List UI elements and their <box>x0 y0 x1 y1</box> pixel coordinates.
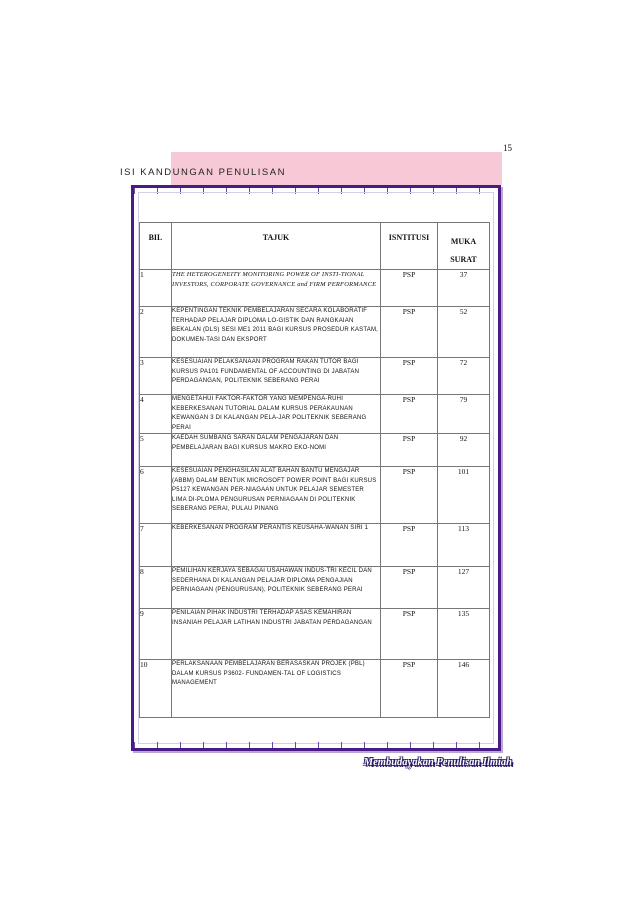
row-muka-surat: 146 <box>438 660 490 718</box>
table-row <box>140 524 490 567</box>
row-bil: 7 <box>140 524 172 567</box>
row-tajuk: KEPENTINGAN TEKNIK PEMBELAJARAN SECARA KOLABORATIF TERHADAP PELAJAR DIPLOMA LO-GISTIK DAN RANGKAIAN BEKALAN (DLS) SESI ME1 2011 BAGI KURSUS PROSEDUR KASTAM, DOKUMEN-TASI DAN EKSPORT <box>172 307 381 358</box>
header-institusi: ISNTITUSI <box>381 223 438 270</box>
row-tajuk: PEMILIHAN KERJAYA SEBAGAI USAHAWAN INDUS-TRI KECIL DAN SEDERHANA DI KALANGAN PELAJAR DIPLOMA PENGAJIAN PERNIAGAAN (PENGURUSAN), POLITEKNIK SEBERANG PERAI <box>172 567 381 609</box>
row-tajuk: KESESUAIAN PELAKSANAAN PROGRAM RAKAN TUTOR BAGI KURSUS PA101 FUNDAMENTAL OF ACCOUNTING DI JABATAN PERDAGANGAN, POLITEKNIK SEBERANG PERAI <box>172 358 381 395</box>
footer-title: Membudayakan Penulisan Ilmiah <box>363 757 512 768</box>
row-tajuk: KEBERKESANAN PROGRAM PERANTIS KEUSAHA-WANAN SIRI 1 <box>172 524 381 567</box>
row-tajuk: PERLAKSANAAN PEMBELAJARAN BERASASKAN PROJEK (PBL) DALAM KURSUS P3602- FUNDAMEN-TAL OF LOGISTICS MANAGEMENT <box>172 660 381 718</box>
row-bil: 4 <box>140 395 172 434</box>
row-institusi: PSP <box>381 567 438 609</box>
row-bil: 10 <box>140 660 172 718</box>
row-institusi: PSP <box>381 524 438 567</box>
page-number: 15 <box>503 143 512 153</box>
header-bil: BIL <box>140 223 172 270</box>
row-bil: 1 <box>140 270 172 307</box>
row-institusi: PSP <box>381 395 438 434</box>
row-institusi: PSP <box>381 434 438 467</box>
header-muka-surat <box>438 223 490 270</box>
table-header-row <box>140 223 490 270</box>
frame-bottom-ticks <box>134 742 498 748</box>
header-tajuk: TAJUK <box>172 223 381 270</box>
row-institusi: PSP <box>381 307 438 358</box>
table-row <box>140 395 490 434</box>
table-row <box>140 270 490 307</box>
row-muka-surat: 127 <box>438 567 490 609</box>
table-row <box>140 358 490 395</box>
contents-table <box>139 222 490 718</box>
table-row <box>140 467 490 524</box>
section-heading: ISI KANDUNGAN PENULISAN <box>120 167 286 178</box>
row-tajuk: PENILAIAN PIHAK INDUSTRI TERHADAP ASAS KEMAHIRAN INSANIAH PELAJAR LATIHAN INDUSTRI JABATAN PERDAGANGAN <box>172 609 381 660</box>
header-muka-line1: MUKA <box>450 237 477 246</box>
row-muka-surat: 72 <box>438 358 490 395</box>
row-institusi: PSP <box>381 467 438 524</box>
table-row <box>140 567 490 609</box>
table-row <box>140 307 490 358</box>
row-muka-surat: 113 <box>438 524 490 567</box>
row-muka-surat: 101 <box>438 467 490 524</box>
row-muka-surat: 135 <box>438 609 490 660</box>
row-bil: 6 <box>140 467 172 524</box>
row-tajuk: KAEDAH SUMBANG SARAN DALAM PENGAJARAN DAN PEMBELAJARAN BAGI KURSUS MAKRO EKO-NOMI <box>172 434 381 467</box>
row-institusi: PSP <box>381 660 438 718</box>
table-row <box>140 434 490 467</box>
row-bil: 9 <box>140 609 172 660</box>
row-bil: 3 <box>140 358 172 395</box>
row-bil: 8 <box>140 567 172 609</box>
header-muka-line2: SURAT <box>450 255 477 264</box>
row-institusi: PSP <box>381 358 438 395</box>
table-row <box>140 660 490 718</box>
row-muka-surat: 37 <box>438 270 490 307</box>
row-muka-surat: 52 <box>438 307 490 358</box>
row-muka-surat: 92 <box>438 434 490 467</box>
row-institusi: PSP <box>381 609 438 660</box>
row-tajuk: THE HETEROGENEITY MONITORING POWER OF INSTI-TIONAL INVESTORS, CORPORATE GOVERNANCE and FIRM PERFORMANCE <box>172 270 381 307</box>
row-institusi: PSP <box>381 270 438 307</box>
row-tajuk: KESESUAIAN PENGHASILAN ALAT BAHAN BANTU MENGAJAR (ABBM) DALAM BENTUK MICROSOFT POWER POINT BAGI KURSUS P5127 KEWANGAN PER-NIAGAAN UNTUK PELAJAR SEMESTER LIMA DI-PLOMA PENGURUSAN PERNIAGAAN DI POLITEKNIK SEBERANG PERAI, PULAU PINANG <box>172 467 381 524</box>
row-tajuk: MENGETAHUI FAKTOR-FAKTOR YANG MEMPENGA-RUHI KEBERKESANAN TUTORIAL DALAM KURSUS PERAKAUNAN KEWANGAN 3 DI KALANGAN PELA-JAR POLITEKNIK SEBERANG PERAI <box>172 395 381 434</box>
row-muka-surat: 79 <box>438 395 490 434</box>
row-bil: 2 <box>140 307 172 358</box>
row-bil: 5 <box>140 434 172 467</box>
table-row <box>140 609 490 660</box>
